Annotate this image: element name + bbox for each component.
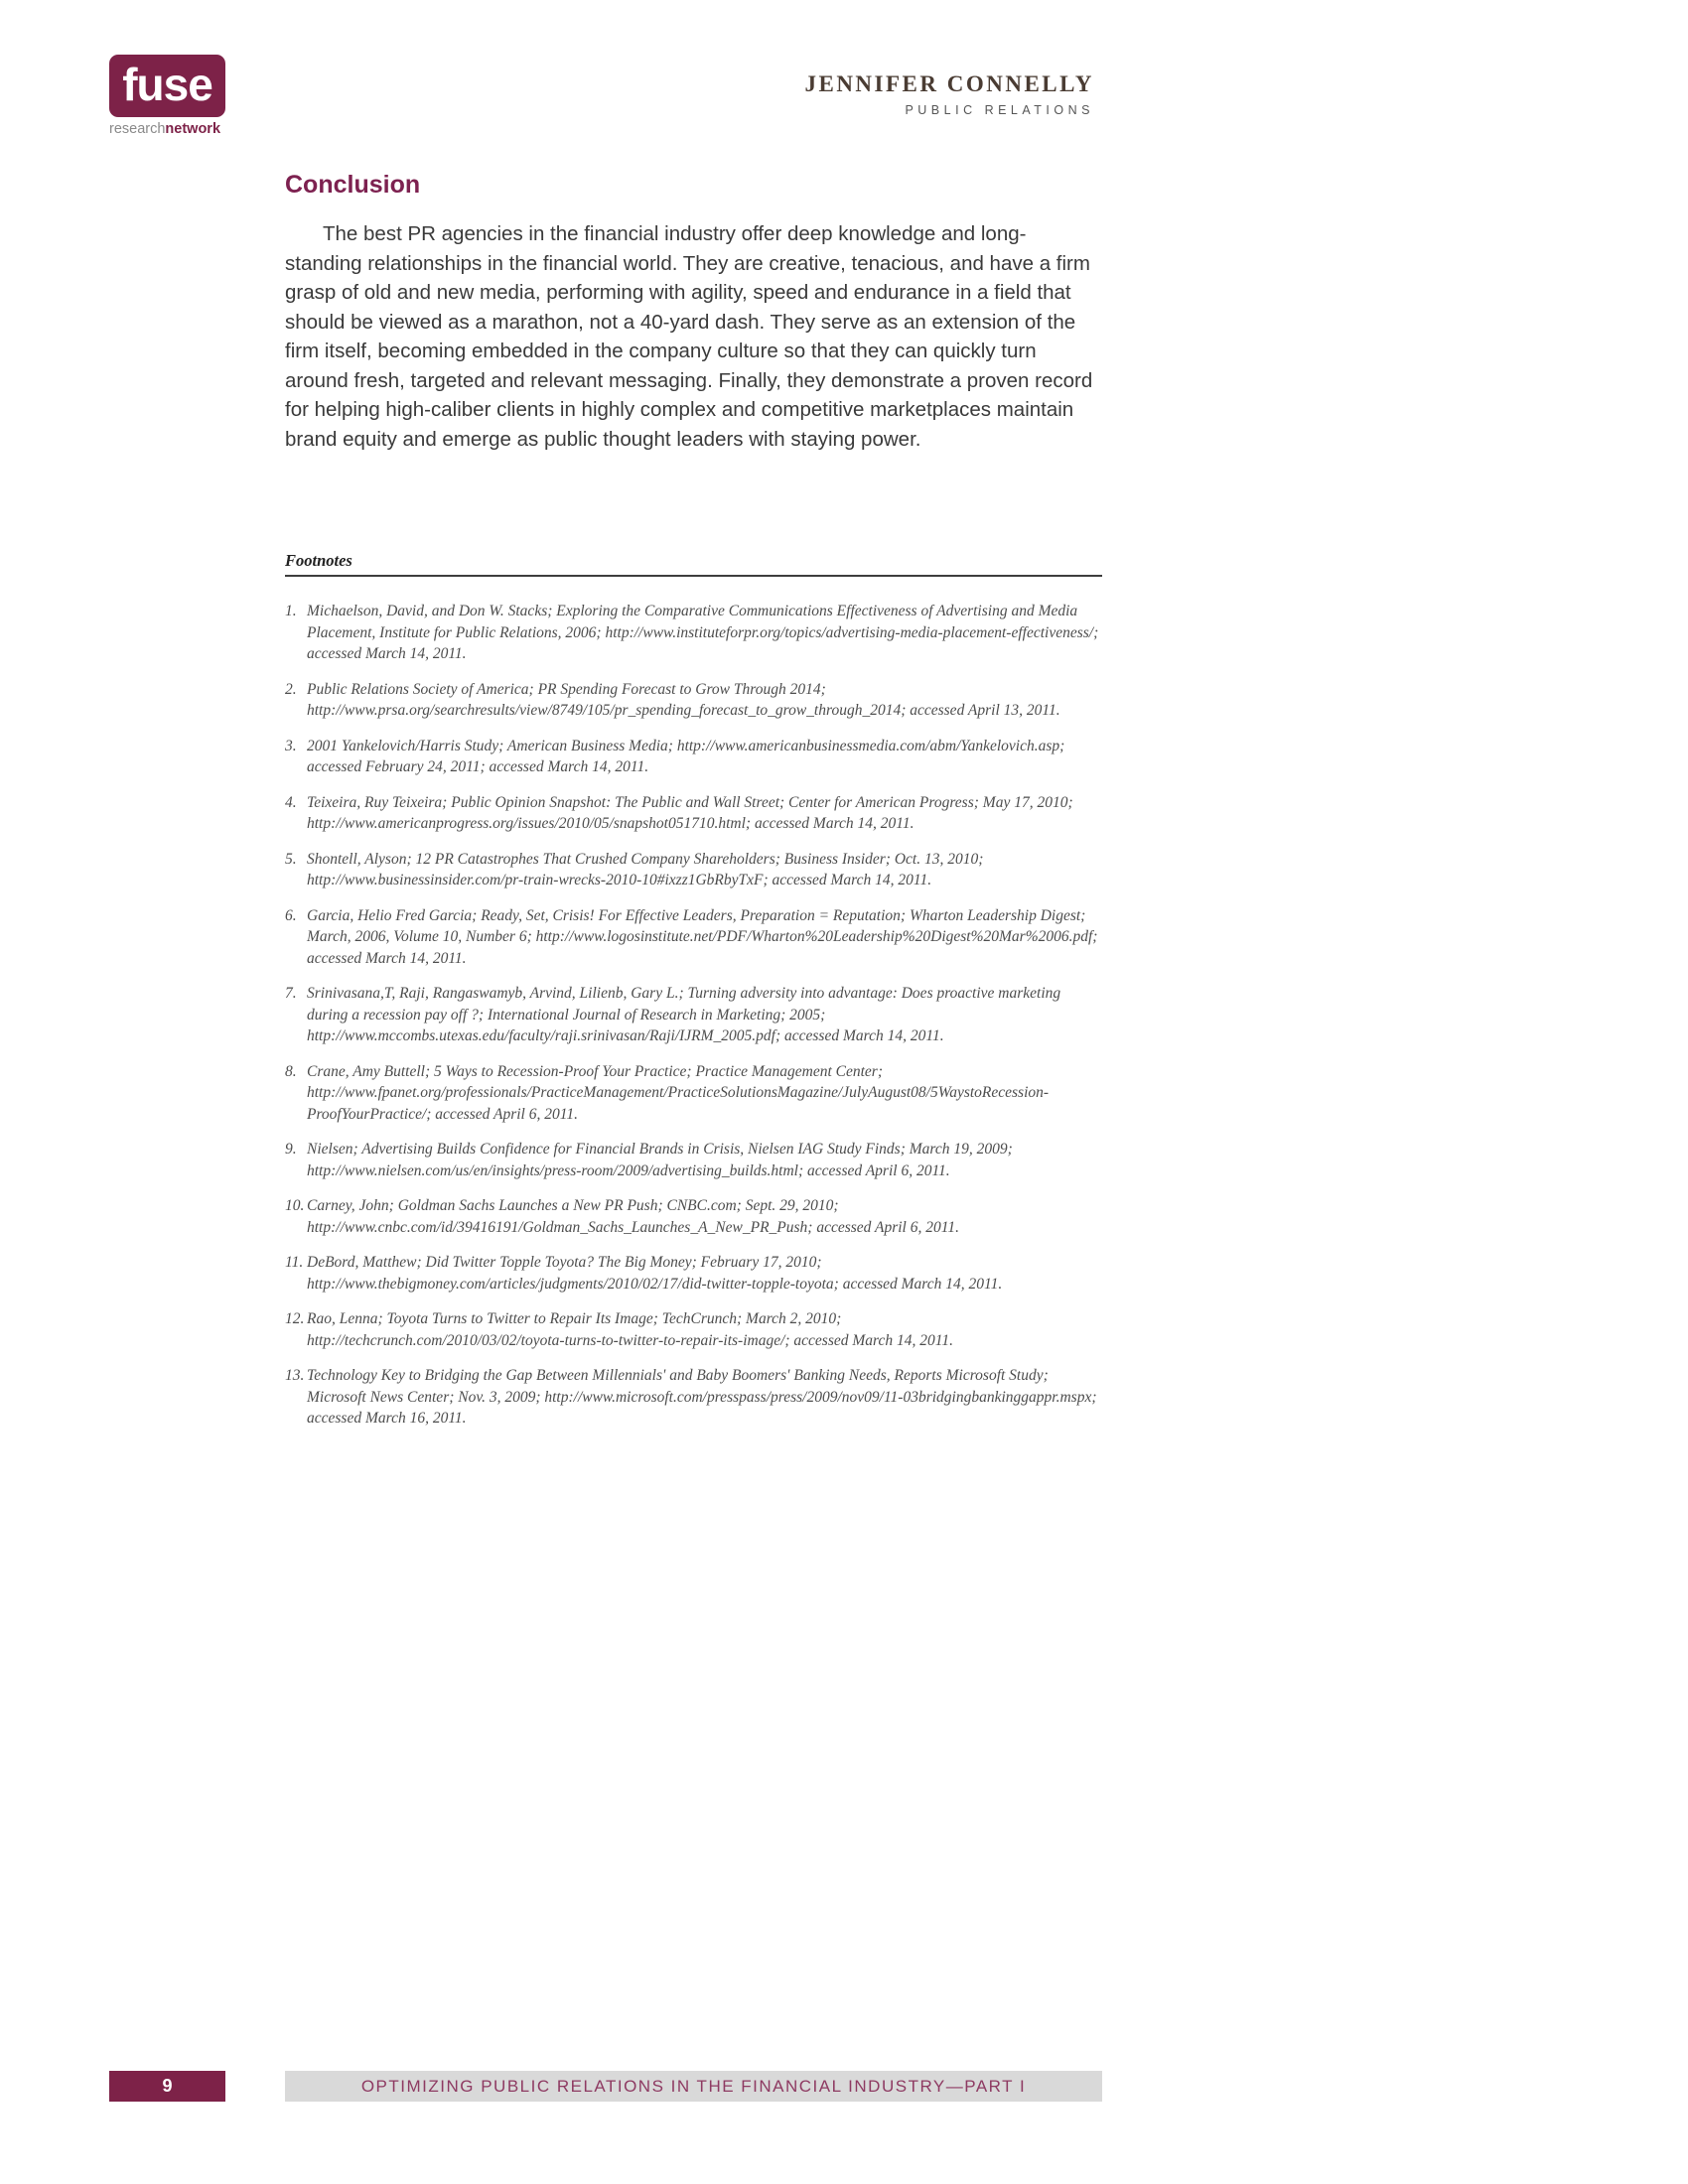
footnote-text: 2001 Yankelovich/Harris Study; American Business Media; http://www.americanbusinessmedia.com/abm/Yankelovich.asp; accessed February 24, 2011; accessed March 14, 2011.: [307, 737, 1065, 775]
footnote-number: 9.: [285, 1141, 297, 1158]
footnote-item: [285, 1365, 1102, 1430]
footnote-item: [285, 1061, 1102, 1126]
footnotes-list: [285, 601, 1102, 1430]
footnote-text: Srinivasana,T, Raji, Rangaswamyb, Arvind, Lilienb, Gary L.; Turning adversity into advantage: Does proactive marketing during a recession pay off ?; International Journal of Research in Marketing; 2005; http://www.mccombs.utexas.edu/faculty/raji.srinivasan/Raji/IJRM_2005.pdf; accessed March 14, 2011.: [307, 985, 1061, 1044]
footnote-text: Garcia, Helio Fred Garcia; Ready, Set, Crisis! For Effective Leaders, Preparation = Reputation; Wharton Leadership Digest; March, 2006, Volume 10, Number 6; http://www.logosinstitute.net/PDF/Wharton%20Leadership%20Digest%20Mar%2006.pdf; accessed March 14, 2011.: [307, 906, 1098, 967]
page-number-box: [109, 2071, 225, 2102]
body-paragraph: The best PR agencies in the financial industry offer deep knowledge and long-standing relationships in the financial world. They are creative, tenacious, and have a firm grasp of old and new media, performing with agility, speed and endurance in a field that should be viewed as a marathon, not a 40-yard dash. They serve as an extension of the firm itself, becoming embedded in the company culture so that they can quickly turn around fresh, targeted and relevant messaging. Finally, they demonstrate a proven record for helping high-caliber clients in highly complex and competitive marketplaces maintain brand equity and emerge as public thought leaders with staying power.: [285, 222, 1093, 451]
fuse-logo-word: fuse: [122, 58, 212, 110]
fuse-logo-subtitle: [109, 121, 225, 137]
footnote-number: 13.: [285, 1367, 305, 1384]
footnote-text: Carney, John; Goldman Sachs Launches a New PR Push; CNBC.com; Sept. 29, 2010; http://www.cnbc.com/id/39416191/Goldman_Sachs_Launches_A_New_PR_Push; accessed April 6, 2011.: [307, 1197, 959, 1236]
footnote-item: [285, 1195, 1102, 1238]
brand-subtitle: PUBLIC RELATIONS: [905, 103, 1094, 117]
footnote-number: 5.: [285, 850, 297, 868]
footnote-item: [285, 1139, 1102, 1181]
footnote-text: Crane, Amy Buttell; 5 Ways to Recession-Proof Your Practice; Practice Management Center; http://www.fpanet.org/professionals/PracticeManagement/PracticeSolutionsMagazine/JulyAugust08/5WaystoRecession-ProofYourPractice/; accessed April 6, 2011.: [307, 1062, 1050, 1123]
footnote-item: [285, 736, 1102, 778]
footnote-number: 12.: [285, 1310, 305, 1327]
fuse-logo-box: [109, 55, 225, 117]
footnote-number: 7.: [285, 985, 297, 1002]
footnote-number: 10.: [285, 1197, 305, 1214]
footnote-number: 1.: [285, 603, 297, 619]
footnotes-divider: [285, 575, 1102, 577]
footnote-item: [285, 849, 1102, 891]
footer-bar-text: OPTIMIZING PUBLIC RELATIONS IN THE FINANCIAL INDUSTRY—PART I: [360, 2076, 1027, 2096]
footnote-item: [285, 792, 1102, 835]
footnote-number: 4.: [285, 793, 297, 811]
footnote-item: [285, 1252, 1102, 1295]
main-content: [285, 171, 1102, 1443]
footnote-item: [285, 983, 1102, 1047]
footnote-number: 8.: [285, 1062, 297, 1080]
footnote-number: 11.: [285, 1254, 304, 1271]
footnote-number: 3.: [285, 737, 297, 754]
footnote-number: 6.: [285, 906, 297, 924]
footnote-text: Rao, Lenna; Toyota Turns to Twitter to Repair Its Image; TechCrunch; March 2, 2010; http://techcrunch.com/2010/03/02/toyota-turns-to-twitter-to-repair-its-image/; accessed March 14, 2011.: [307, 1310, 953, 1349]
footnote-text: DeBord, Matthew; Did Twitter Topple Toyota? The Big Money; February 17, 2010; http://www.thebigmoney.com/articles/judgments/2010/02/17/did-twitter-topple-toyota; accessed March 14, 2011.: [307, 1254, 1003, 1293]
footnotes-label: Footnotes: [285, 551, 352, 570]
logo-subtitle-network: network: [165, 121, 221, 137]
footnote-item: [285, 1308, 1102, 1351]
page-title: Conclusion: [285, 171, 421, 199]
brand-name: JENNIFER CONNELLY: [804, 71, 1094, 96]
footnote-item: [285, 905, 1102, 970]
page-number: 9: [162, 2076, 173, 2096]
footnote-item: [285, 601, 1102, 665]
footnote-text: Nielsen; Advertising Builds Confidence for Financial Brands in Crisis, Nielsen IAG Study Finds; March 19, 2009; http://www.nielsen.com/us/en/insights/press-room/2009/advertising_builds.html; accessed April 6, 2011.: [307, 1141, 1013, 1179]
footnote-text: Public Relations Society of America; PR Spending Forecast to Grow Through 2014; http://www.prsa.org/searchresults/view/8749/105/pr_spending_forecast_to_grow_through_2014; accessed April 13, 2011.: [307, 680, 1060, 719]
footnote-text: Technology Key to Bridging the Gap Between Millennials' and Baby Boomers' Banking Needs, Reports Microsoft Study; Microsoft News Center; Nov. 3, 2009; http://www.microsoft.com/presspass/press/2009/nov09/11-03bridgingbankinggappr.mspx; accessed March 16, 2011.: [307, 1367, 1097, 1427]
footnote-text: Shontell, Alyson; 12 PR Catastrophes That Crushed Company Shareholders; Business Insider; Oct. 13, 2010; http://www.businessinsider.com/pr-train-wrecks-2010-10#ixzz1GbRbyTxF; accessed March 14, 2011.: [307, 850, 984, 888]
footnote-number: 2.: [285, 680, 297, 698]
brand-header: [804, 71, 1094, 117]
footer-bar: [285, 2071, 1102, 2102]
footnote-text: Michaelson, David, and Don W. Stacks; Exploring the Comparative Communications Effectiveness of Advertising and Media Placement, Institute for Public Relations, 2006; http://www.instituteforpr.org/topics/advertising-media-placement-effectiveness/; accessed March 14, 2011.: [307, 603, 1099, 662]
footnote-text: Teixeira, Ruy Teixeira; Public Opinion Snapshot: The Public and Wall Street; Center for American Progress; May 17, 2010; http://www.americanprogress.org/issues/2010/05/snapshot051710.html; accessed March 14, 2011.: [307, 793, 1073, 832]
fuse-logo: [109, 55, 225, 137]
footnotes-section: [285, 551, 1102, 1430]
footnote-item: [285, 679, 1102, 722]
logo-subtitle-research: research: [109, 121, 166, 137]
